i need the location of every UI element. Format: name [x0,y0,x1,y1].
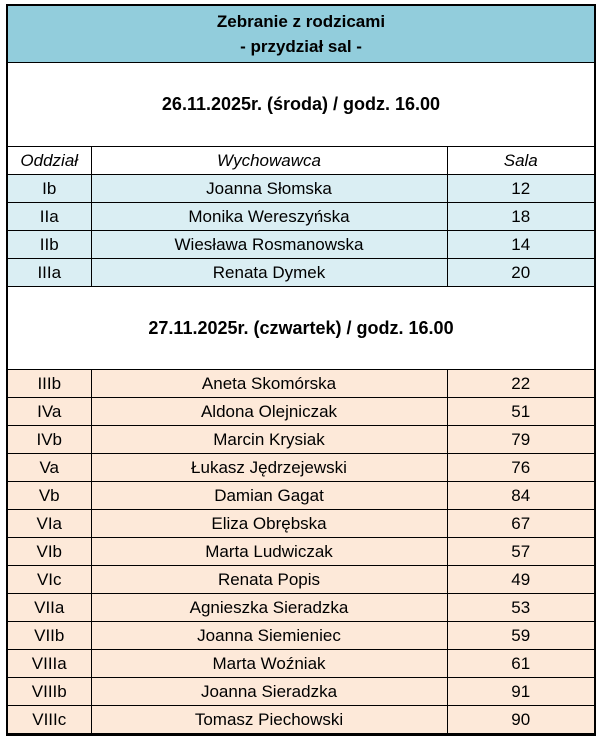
table-row [7,678,595,706]
table-row [7,259,595,287]
table-row [7,203,595,231]
class-cell: VIIIa [7,650,91,678]
room-cell: 12 [447,175,595,203]
teacher-cell: Renata Dymek [91,259,447,287]
room-cell: 59 [447,622,595,650]
column-header-row [7,147,595,175]
teacher-cell: Joanna Sieradzka [91,678,447,706]
table-row [7,426,595,454]
room-cell: 84 [447,482,595,510]
teacher-cell: Marcin Krysiak [91,426,447,454]
session-2-heading: 27.11.2025r. (czwartek) / godz. 16.00 [7,287,595,370]
session-2-heading-row [7,287,595,370]
teacher-cell: Joanna Siemieniec [91,622,447,650]
room-cell: 51 [447,398,595,426]
class-cell: VIIa [7,594,91,622]
column-header-teacher: Wychowawca [91,147,447,175]
class-cell: VIIb [7,622,91,650]
class-cell: IIa [7,203,91,231]
title-line-2: - przydział sal - [240,37,362,56]
teacher-cell: Renata Popis [91,566,447,594]
teacher-cell: Damian Gagat [91,482,447,510]
title-line-1: Zebranie z rodzicami [216,12,386,31]
room-cell: 67 [447,510,595,538]
teacher-cell: Marta Ludwiczak [91,538,447,566]
session-1-heading-row [7,63,595,147]
room-cell: 22 [447,370,595,398]
class-cell: VIb [7,538,91,566]
teacher-cell: Łukasz Jędrzejewski [91,454,447,482]
teacher-cell: Tomasz Piechowski [91,706,447,735]
room-cell: 57 [447,538,595,566]
teacher-cell: Marta Woźniak [91,650,447,678]
room-cell: 61 [447,650,595,678]
room-assignment-table [6,4,596,736]
class-cell: IIIa [7,259,91,287]
teacher-cell: Aneta Skomórska [91,370,447,398]
table-row [7,538,595,566]
table-row [7,566,595,594]
teacher-cell: Aldona Olejniczak [91,398,447,426]
table-row [7,510,595,538]
column-header-room: Sala [447,147,595,175]
class-cell: IVa [7,398,91,426]
table-row [7,398,595,426]
room-cell: 14 [447,231,595,259]
session-1-heading: 26.11.2025r. (środa) / godz. 16.00 [7,63,595,147]
class-cell: IIb [7,231,91,259]
class-cell: VIa [7,510,91,538]
room-cell: 53 [447,594,595,622]
teacher-cell: Monika Wereszyńska [91,203,447,231]
teacher-cell: Wiesława Rosmanowska [91,231,447,259]
class-cell: IIIb [7,370,91,398]
table-row [7,622,595,650]
class-cell: Ib [7,175,91,203]
table-row [7,482,595,510]
document-title [7,5,595,63]
room-assignment-sheet [6,4,594,736]
room-cell: 49 [447,566,595,594]
table-row [7,231,595,259]
teacher-cell: Joanna Słomska [91,175,447,203]
class-cell: VIIIc [7,706,91,735]
room-cell: 18 [447,203,595,231]
class-cell: IVb [7,426,91,454]
table-row [7,454,595,482]
table-row [7,175,595,203]
table-row [7,706,595,735]
teacher-cell: Agnieszka Sieradzka [91,594,447,622]
teacher-cell: Eliza Obrębska [91,510,447,538]
class-cell: Vb [7,482,91,510]
class-cell: Va [7,454,91,482]
class-cell: VIIIb [7,678,91,706]
room-cell: 79 [447,426,595,454]
room-cell: 90 [447,706,595,735]
room-cell: 20 [447,259,595,287]
table-row [7,370,595,398]
table-row [7,650,595,678]
table-row [7,594,595,622]
title-row [7,5,595,63]
column-header-class: Oddział [7,147,91,175]
room-cell: 91 [447,678,595,706]
room-cell: 76 [447,454,595,482]
class-cell: VIc [7,566,91,594]
